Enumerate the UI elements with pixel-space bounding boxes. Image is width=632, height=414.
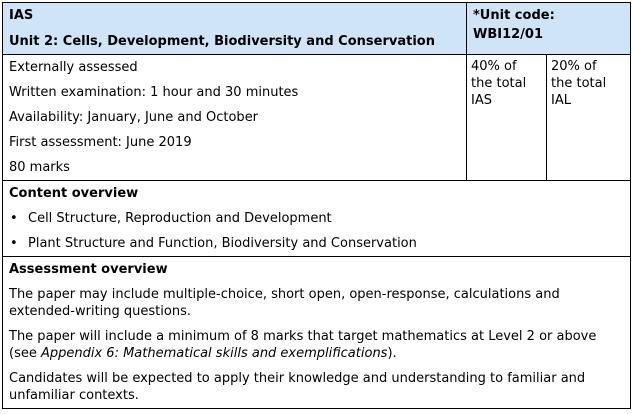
assessment-paragraph: [9, 328, 624, 362]
ias-weight-line: 40% of: [471, 59, 517, 74]
unit-code-label: *Unit code:: [473, 8, 555, 23]
assessment-paragraph: Candidates will be expected to apply their knowledge and understanding to familiar and unfamiliar contexts.: [9, 371, 586, 403]
detail-line: First assessment: June 2019: [9, 135, 192, 150]
list-item-text: Cell Structure, Reproduction and Development: [28, 211, 332, 226]
detail-line: Written examination: 1 hour and 30 minutes: [9, 85, 299, 100]
ial-weight-line: 20% of: [551, 59, 597, 74]
level-label: IAS: [9, 8, 34, 23]
paragraph-text: The paper will include a minimum of 8 marks that target mathematics at Level 2 or above (see: [9, 329, 597, 361]
unit-code-cell: [467, 3, 631, 55]
bullet-icon: •: [10, 236, 18, 251]
list-item: [9, 210, 624, 227]
header-row: [3, 3, 631, 55]
ias-weight-cell: [467, 55, 547, 181]
appendix-reference: Appendix 6: Mathematical skills and exemplifications: [40, 346, 388, 361]
detail-line: Externally assessed: [9, 60, 138, 75]
detail-line: Availability: January, June and October: [9, 110, 259, 125]
unit-title-cell: [3, 3, 467, 55]
assessment-paragraph: The paper may include multiple-choice, short open, open-response, calculations and extended-writing questions.: [9, 287, 560, 319]
details-row: [3, 55, 631, 181]
list-item-text: Plant Structure and Function, Biodiversity and Conservation: [28, 236, 417, 251]
paragraph-text: ).: [387, 346, 397, 361]
details-cell: [3, 55, 467, 181]
unit-code: WBI12/01: [473, 27, 544, 42]
ias-weight-line: the total: [471, 76, 527, 91]
unit-specification-table: [2, 2, 631, 409]
assessment-overview-heading: Assessment overview: [9, 262, 168, 277]
ial-weight-line: IAL: [551, 93, 571, 108]
detail-line: 80 marks: [9, 160, 70, 175]
bullet-icon: •: [10, 211, 18, 226]
assessment-overview-cell: [3, 257, 631, 409]
content-overview-list: [9, 210, 624, 252]
ial-weight-cell: [547, 55, 631, 181]
content-overview-heading: Content overview: [9, 186, 139, 201]
content-overview-cell: [3, 181, 631, 257]
content-overview-row: [3, 181, 631, 257]
assessment-overview-row: [3, 257, 631, 409]
ias-weight-line: IAS: [471, 93, 492, 108]
ial-weight-line: the total: [551, 76, 607, 91]
list-item: [9, 235, 624, 252]
unit-title: Unit 2: Cells, Development, Biodiversity and Conservation: [9, 34, 435, 49]
